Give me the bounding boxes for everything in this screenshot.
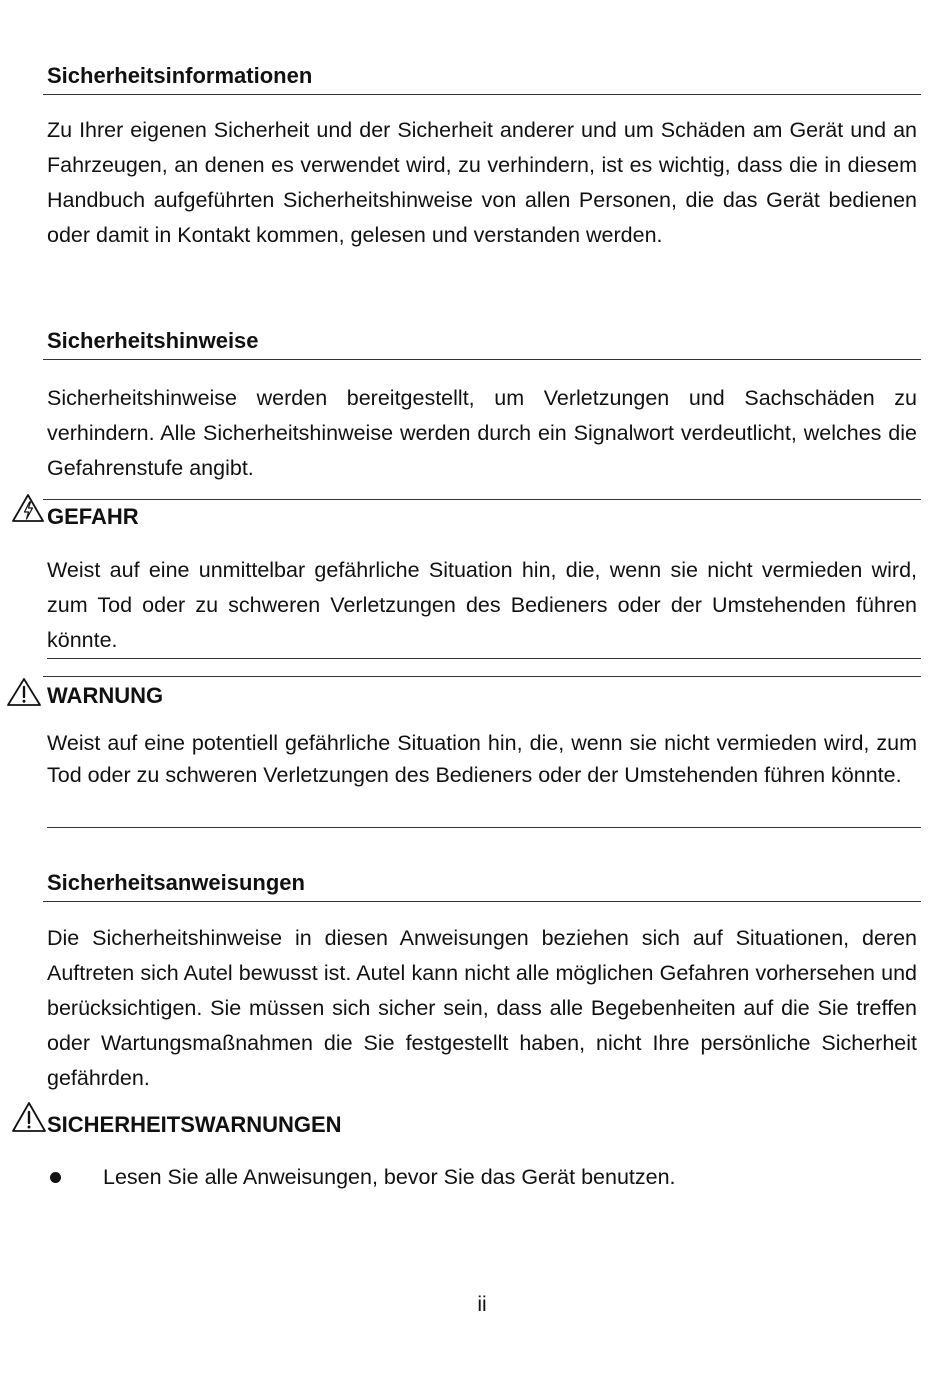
divider (43, 901, 921, 902)
safety-info-paragraph: Zu Ihrer eigenen Sicherheit und der Sicherheit anderer und um Schäden am Gerät und an Fahrzeugen, an denen es verwendet wird, zu verhindern, ist es wichtig, dass die in diesem Handbuch aufgeführten Sicherheitshinweise von allen Personen, die das Gerät bedienen oder damit in Kontakt kommen, gelesen und verstanden werden. (47, 118, 917, 247)
danger-bottom-rule (47, 658, 921, 659)
warning-triangle-icon (11, 1101, 47, 1133)
list-item (0, 1160, 950, 1194)
warning-triangle-icon (6, 677, 42, 707)
divider (43, 94, 921, 95)
danger-label: GEFAHR (47, 504, 139, 529)
section-title-safety-info: Sicherheitsinformationen (47, 63, 313, 88)
divider (43, 359, 921, 360)
warning-label: WARNUNG (47, 683, 164, 708)
safety-instructions-paragraph: Die Sicherheitshinweise in diesen Anweisungen beziehen sich auf Situationen, deren Auftreten sich Autel bewusst ist. Autel kann nicht alle möglichen Gefahren vorhersehen und berücksichtigen. Sie müssen sich sicher sein, dass alle Begebenheiten auf die Sie treffen oder Wartungsmaßnahmen die Sie festgestellt haben, nicht Ihre persönliche Sicherheit gefährden. (47, 926, 917, 1090)
page-number: ii (477, 1293, 487, 1316)
safety-hints-paragraph: Sicherheitshinweise werden bereitgestellt, um Verletzungen und Sachschäden zu verhindern. Alle Sicherheitshinweise werden durch ein Signalwort verdeutlicht, welches die Gefahrenstufe angibt. (47, 386, 917, 480)
bullet-icon (50, 1172, 61, 1183)
safety-warnings-label: SICHERHEITSWARNUNGEN (47, 1112, 342, 1137)
warning-bottom-rule (47, 827, 921, 828)
section-title-safety-instructions: Sicherheitsanweisungen (47, 870, 305, 895)
electric-warning-triangle-icon (11, 493, 45, 523)
warning-top-rule (43, 676, 921, 677)
list-item-text: Lesen Sie alle Anweisungen, bevor Sie das Gerät benutzen. (103, 1165, 676, 1189)
danger-top-rule (43, 499, 921, 500)
warning-paragraph: Weist auf eine potentiell gefährliche Situation hin, die, wenn sie nicht vermieden wird, zum Tod oder zu schweren Verletzungen des Bedieners oder der Umstehenden führen könnte. (47, 731, 917, 787)
section-title-safety-hints: Sicherheitshinweise (47, 328, 259, 353)
danger-paragraph: Weist auf eine unmittelbar gefährliche Situation hin, die, wenn sie nicht vermieden wird, zum Tod oder zu schweren Verletzungen des Bedieners oder der Umstehenden führen könnte. (47, 558, 917, 652)
